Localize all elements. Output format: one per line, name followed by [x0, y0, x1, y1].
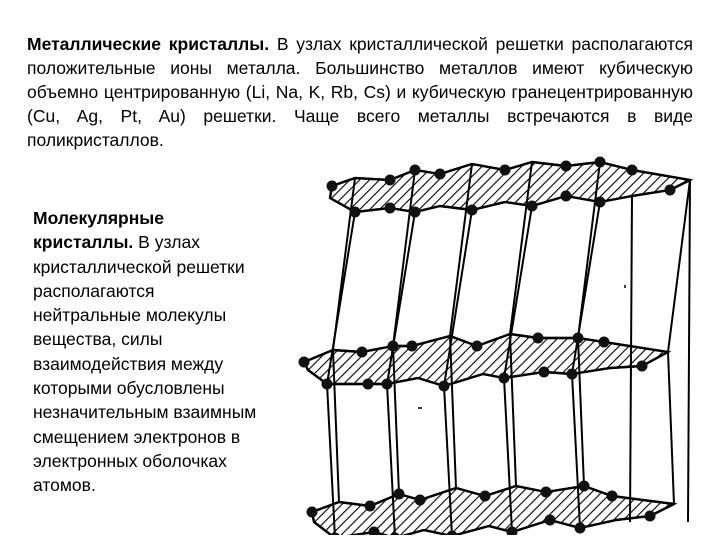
- lattice-atom: [541, 487, 552, 498]
- metallic-crystals-body: В узлах кристаллической решетки располагаются положительные ионы металла. Большинство металлов имеют кубическую объемно центрированную (Li, Na, K, Rb, Cs) и кубическую гранецентрированную (Cu, Ag, Pt, Au) решетки. Чаще всего металлы встречаются в виде поликристаллов.: [27, 34, 693, 150]
- lattice-atom: [467, 205, 478, 216]
- lattice-atom: [573, 333, 584, 344]
- lattice-atom: [607, 491, 618, 502]
- lattice-atom: [595, 197, 606, 208]
- molecular-crystals-paragraph: [33, 206, 265, 498]
- molecular-crystals-body: В узлах кристаллической решетки располагаются нейтральные молекулы вещества, силы взаимодействия между которыми обусловлены незначительным взаимным смещением электронов в электронных оболочках атомов.: [33, 232, 257, 496]
- lattice-atom: [439, 381, 450, 392]
- lattice-atom: [382, 379, 393, 390]
- lattice-atom: [545, 515, 556, 526]
- lattice-atom: [472, 341, 483, 352]
- lattice-atom: [435, 169, 446, 180]
- lattice-atom: [350, 207, 361, 218]
- lattice-atom: [539, 367, 550, 378]
- lattice-atom: [599, 337, 610, 348]
- layered-hexagonal-lattice-illustration: [270, 150, 710, 535]
- lattice-atom: [561, 161, 572, 172]
- lattice-atom: [561, 191, 572, 202]
- metallic-crystals-paragraph: [27, 32, 693, 152]
- lattice-atom: [407, 341, 418, 352]
- molecular-crystals-heading: Молекулярные кристаллы.: [33, 208, 164, 253]
- lattice-atom: [307, 507, 318, 518]
- lattice-atom: [480, 491, 491, 502]
- lattice-atom: [637, 361, 648, 372]
- lattice-atom: [567, 369, 578, 380]
- lattice-atom: [385, 175, 396, 186]
- lattice-atom: [533, 333, 544, 344]
- lattice-column: [688, 180, 690, 522]
- lattice-atom: [665, 185, 676, 196]
- lattice-atom: [357, 347, 368, 358]
- metallic-crystals-heading: Металлические кристаллы.: [27, 34, 270, 54]
- lattice-group: [299, 157, 691, 536]
- lattice-atom: [410, 165, 421, 176]
- lattice-atom: [579, 481, 590, 492]
- lattice-atom: [327, 181, 338, 192]
- lattice-atom: [365, 501, 376, 512]
- lattice-atom: [322, 379, 333, 390]
- lattice-column: [668, 352, 674, 504]
- lattice-atom: [394, 489, 405, 500]
- lattice-atom: [500, 165, 511, 176]
- lattice-atom: [410, 207, 421, 218]
- lattice-atom: [645, 511, 656, 522]
- lattice-atom: [527, 201, 538, 212]
- lattice-atom: [385, 203, 396, 214]
- lattice-atom: [363, 379, 374, 390]
- lattice-atom: [595, 157, 606, 168]
- lattice-atom: [627, 165, 638, 176]
- lattice-atom: [415, 495, 426, 506]
- lattice-atom: [499, 373, 510, 384]
- lattice-column: [668, 180, 690, 352]
- lattice-atom: [388, 341, 399, 352]
- lattice-atom: [299, 357, 310, 368]
- lattice-atom: [575, 523, 586, 534]
